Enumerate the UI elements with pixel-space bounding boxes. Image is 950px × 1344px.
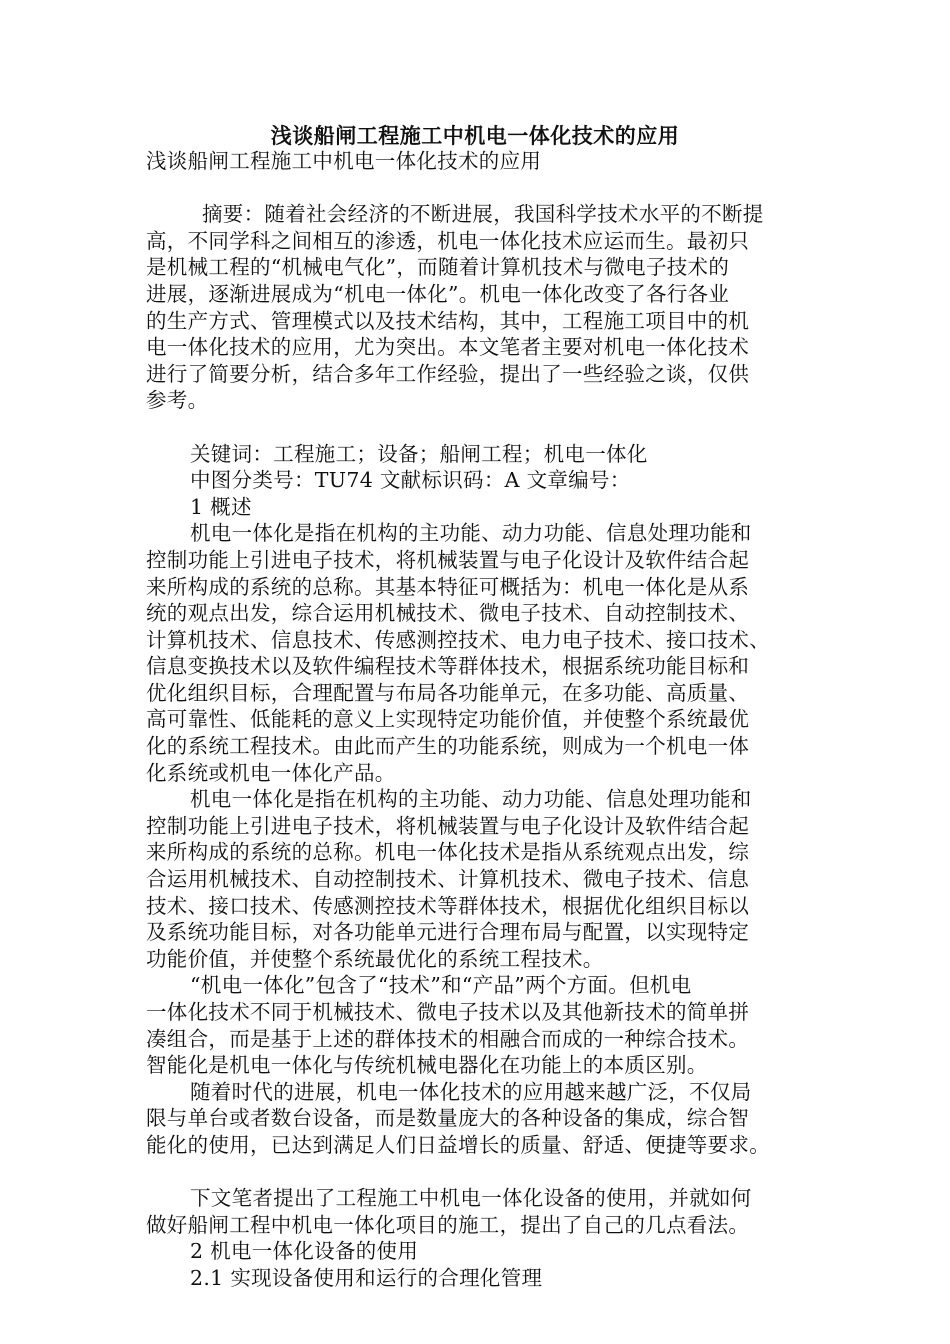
section-heading: 1 概述 (190, 494, 252, 519)
paragraph (146, 520, 810, 786)
paragraph (146, 972, 810, 1078)
blank-line (146, 414, 810, 441)
paragraph-line: 技术、接口技术、传感测控技术等群体技术，根据优化组织目标以 (146, 893, 750, 918)
paragraph-line: 随着时代的进展，机电一体化技术的应用越来越广泛，不仅局 (190, 1079, 752, 1104)
blank-line (146, 1159, 810, 1186)
paragraph-line: 计算机技术、信息技术、传感测控技术、电力电子技术、接口技术、 (146, 627, 770, 652)
paragraph-line: 高可靠性、低能耗的意义上实现特定功能价值，并使整个系统最优 (146, 707, 750, 732)
paragraph-line: 能化的使用，已达到满足人们日益增长的质量、舒适、便捷等要求。 (146, 1132, 770, 1157)
paragraph-line: 合运用机械技术、自动控制技术、计算机技术、微电子技术、信息 (146, 867, 750, 892)
paragraph-line: 优化组织目标，合理配置与布局各功能单元，在多功能、高质量、 (146, 680, 750, 705)
paragraph-line: 来所构成的系统的总称。机电一体化技术是指从系统观点出发，综 (146, 840, 750, 865)
paragraph-line: 凑组合，而是基于上述的群体技术的相融合而成的一种综合技术。 (146, 1026, 750, 1051)
abstract-line: 进行了简要分析，结合多年工作经验，提出了一些经验之谈，仅供 (146, 361, 750, 386)
paragraph-line: 化的系统工程技术。由此而产生的功能系统，则成为一个机电一体 (146, 734, 750, 759)
paragraph-line: 一体化技术不同于机械技术、微电子技术以及其他新技术的简单拼 (146, 1000, 750, 1024)
paragraph-line: 机电一体化是指在机构的主功能、动力功能、信息处理功能和 (190, 787, 752, 812)
paragraph-line: 统的观点出发，综合运用机械技术、微电子技术、自动控制技术、 (146, 601, 750, 626)
paragraph-line: 限与单台或者数台设备，而是数量庞大的各种设备的集成，综合智 (146, 1106, 750, 1131)
paragraph-line: 信息变换技术以及软件编程技术等群体技术，根据系统功能目标和 (146, 654, 750, 679)
document-body (146, 148, 810, 1292)
paragraph (146, 1079, 810, 1159)
paragraph-line: 机电一体化是指在机构的主功能、动力功能、信息处理功能和 (190, 521, 752, 546)
paragraph-line: 下文笔者提出了工程施工中机电一体化设备的使用，并就如何 (190, 1186, 752, 1211)
abstract-line: 参考。 (146, 388, 209, 413)
abstract-line: 摘要：随着社会经济的不断进展，我国科学技术水平的不断提 (202, 202, 764, 227)
abstract (146, 201, 810, 414)
abstract-line: 是机械工程的“机械电气化”，而随着计算机技术与微电子技术的 (146, 255, 730, 280)
section-heading: 2 机电一体化设备的使用 (190, 1239, 419, 1264)
classification: 中图分类号：TU74 文献标识码：A 文章编号： (190, 468, 631, 493)
document-title: 浅谈船闸工程施工中机电一体化技术的应用 (270, 123, 680, 148)
abstract-line: 进展，逐渐进展成为“机电一体化”。机电一体化改变了各行各业 (146, 281, 730, 306)
paragraph-line: 化系统或机电一体化产品。 (146, 760, 396, 785)
subsection-heading: 2.1 实现设备使用和运行的合理化管理 (190, 1265, 543, 1290)
paragraph-line: 智能化是机电一体化与传统机械电器化在功能上的本质区别。 (146, 1053, 708, 1078)
paragraph-line: 来所构成的系统的总称。其基本特征可概括为：机电一体化是从系 (146, 574, 750, 599)
paragraph (146, 1185, 810, 1238)
paragraph-line: 做好船闸工程中机电一体化项目的施工，提出了自己的几点看法。 (146, 1212, 750, 1237)
abstract-line: 高，不同学科之间相互的渗透，机电一体化技术应运而生。最初只 (146, 228, 750, 253)
paragraph-line: 控制功能上引进电子技术，将机械装置与电子化设计及软件结合起 (146, 813, 750, 838)
abstract-line: 电一体化技术的应用，尤为突出。本文笔者主要对机电一体化技术 (146, 335, 750, 360)
keywords: 关键词：工程施工；设备；船闸工程；机电一体化 (190, 441, 648, 466)
blank-line (146, 175, 810, 202)
paragraph-line: “机电一体化”包含了“技术”和“产品”两个方面。但机电 (190, 973, 692, 998)
document-subtitle: 浅谈船闸工程施工中机电一体化技术的应用 (146, 149, 542, 173)
paragraph-line: 功能价值，并使整个系统最优化的系统工程技术。 (146, 946, 604, 971)
paragraph-line: 及系统功能目标，对各功能单元进行合理布局与配置，以实现特定 (146, 920, 750, 945)
paragraph (146, 786, 810, 972)
abstract-line: 的生产方式、管理模式以及技术结构，其中，工程施工项目中的机 (146, 308, 750, 333)
paragraph-line: 控制功能上引进电子技术，将机械装置与电子化设计及软件结合起 (146, 547, 750, 572)
